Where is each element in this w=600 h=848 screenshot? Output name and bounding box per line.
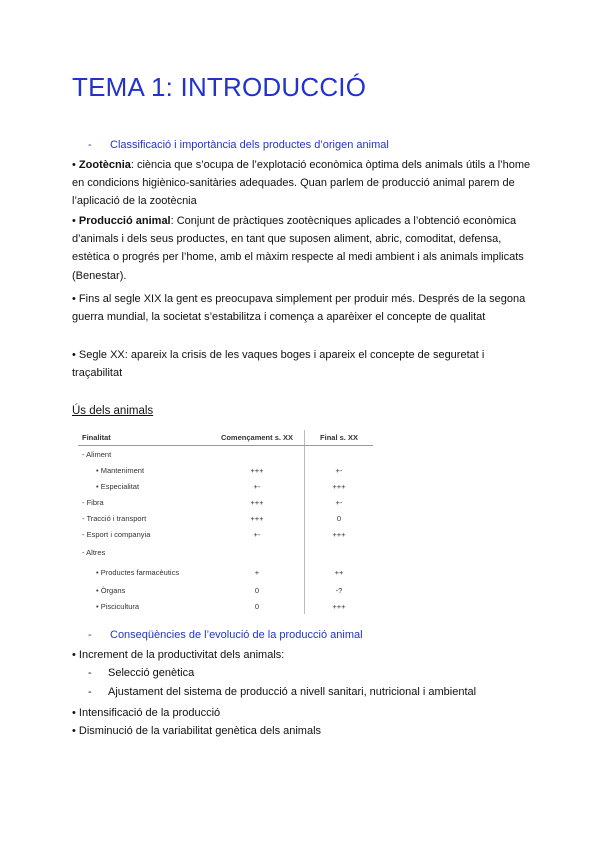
- sub-list-item: [88, 686, 476, 698]
- paragraph-segle-xx: • Segle XX: apareix la crisis de les vaques boges i apareix el concepte de seguretat i traçabilitat: [72, 349, 485, 380]
- row-value-start: +-: [210, 478, 305, 494]
- section-heading-text: Classificació i importància dels productes d’origen animal: [110, 139, 389, 151]
- section-heading-classification: [88, 139, 389, 151]
- row-value-end: +-: [335, 497, 343, 507]
- header-comencament: Començament s. XX: [210, 430, 305, 446]
- row-label: • Òrgans: [96, 585, 126, 595]
- section-heading-text: Conseqüències de l’evolució de la producció animal: [110, 629, 363, 641]
- dash-marker: -: [88, 629, 92, 641]
- row-label: - Aliment: [82, 449, 112, 459]
- table-row: [78, 526, 373, 542]
- row-value-start: +++: [210, 462, 305, 478]
- table-row: [78, 542, 373, 562]
- sub-list-item: [88, 667, 194, 679]
- row-label: • Piscicultura: [96, 601, 140, 611]
- term-zootecnia: Zootècnia: [78, 159, 131, 171]
- row-label: - Fibra: [82, 497, 104, 507]
- table-row: [78, 494, 373, 510]
- header-final: Final s. XX: [305, 430, 374, 446]
- table-row: [78, 562, 373, 582]
- sub-list-item-text: Selecció genètica: [108, 667, 195, 679]
- paragraph-segle-xix: • Fins al segle XIX la gent es preocupava simplement per produir més. Després de la segona guerra mundial, la societat s’estabilitza i comença a aparèixer el concepte de qualitat: [72, 293, 526, 324]
- row-value-start: +++: [210, 494, 305, 510]
- row-label: • Especialitat: [96, 481, 140, 491]
- row-value-end: +-: [335, 465, 343, 475]
- dash-marker: -: [88, 667, 92, 679]
- row-value-start: [210, 446, 305, 463]
- row-value-end: +++: [332, 529, 346, 539]
- row-value-end: +++: [332, 481, 346, 491]
- term-produccio-animal: Producció animal: [78, 215, 171, 227]
- paragraph-zootecnia: [72, 156, 532, 211]
- row-value-start: +: [210, 562, 305, 582]
- bullet: •: [72, 215, 76, 227]
- animal-uses-table: [78, 430, 373, 614]
- definition-zootecnia: : ciència que s’ocupa de l’explotació econòmica òptima dels animals útils a l’home en condicions higiènico-sanitàries adequades. Quan parlem de producció animal parem de l’aplicació de la zootècnia: [72, 159, 531, 208]
- row-label: - Altres: [82, 547, 106, 557]
- row-value-end: +++: [332, 601, 346, 611]
- header-finalitat: Finalitat: [78, 430, 210, 446]
- row-value-start: [210, 542, 305, 562]
- row-value-end: [305, 446, 374, 463]
- table-row: [78, 510, 373, 526]
- table-row: [78, 478, 373, 494]
- row-value-end: -?: [335, 585, 343, 595]
- row-value-start: 0: [210, 598, 305, 614]
- row-label: • Productes farmacèutics: [96, 567, 180, 577]
- row-label: • Manteniment: [96, 465, 145, 475]
- row-value-end: [305, 542, 374, 562]
- paragraph-produccio-animal: [72, 212, 532, 285]
- section-heading-consequencies: [88, 629, 363, 641]
- sub-list-item-text: Ajustament del sistema de producció a nivell sanitari, nutricional i ambiental: [108, 686, 477, 698]
- bullet: •: [72, 159, 76, 171]
- table-row: [78, 582, 373, 598]
- row-label: - Esport i companyia: [82, 529, 151, 539]
- dash-marker: -: [88, 139, 92, 151]
- table-row: [78, 446, 373, 463]
- list-item: • Intensificació de la producció: [72, 707, 221, 719]
- page-title: TEMA 1: INTRODUCCIÓ: [72, 72, 367, 102]
- row-label: - Tracció i transport: [82, 513, 147, 523]
- row-value-end: ++: [334, 567, 344, 577]
- dash-marker: -: [88, 686, 92, 698]
- section-heading-us-animals: Ús dels animals: [72, 405, 154, 417]
- row-value-start: +-: [210, 526, 305, 542]
- list-item: • Increment de la productivitat dels animals:: [72, 649, 285, 661]
- table-row: [78, 462, 373, 478]
- table-header-row: [78, 430, 373, 446]
- row-value-start: 0: [210, 582, 305, 598]
- list-item: • Disminució de la variabilitat genètica dels animals: [72, 725, 322, 737]
- definition-produccio-animal: : Conjunt de pràctiques zootècniques aplicades a l’obtenció econòmica d’animals i dels seus productes, en tant que suposen aliment, abric, comoditat, defensa, estètica o progrés per l’home, amb el màxim respecte al medi ambient i als animals implicats (Benestar).: [72, 215, 524, 282]
- table-row: [78, 598, 373, 614]
- row-value-end: 0: [336, 513, 342, 523]
- row-value-start: +++: [210, 510, 305, 526]
